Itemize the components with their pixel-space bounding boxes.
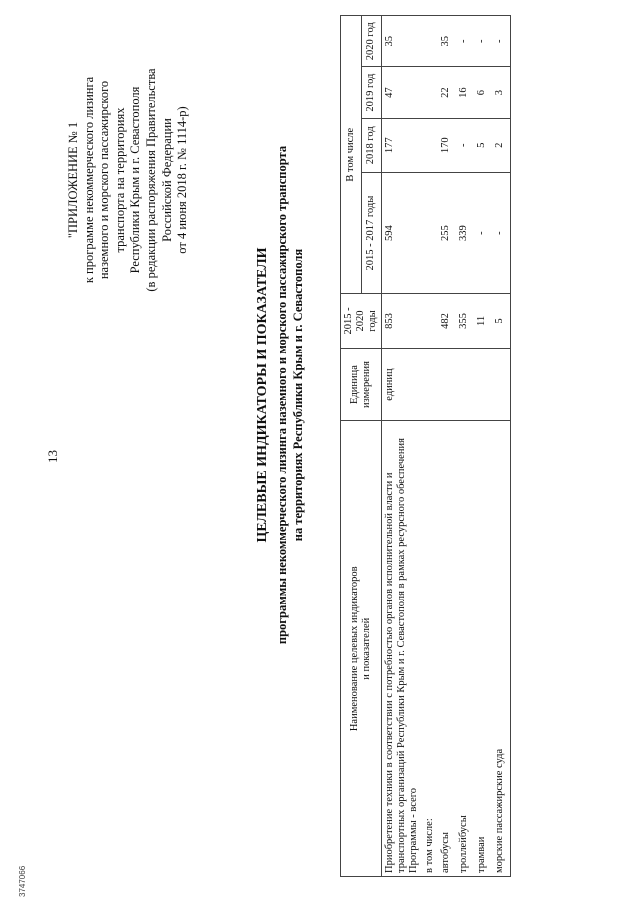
subtitle-line: на территориях Республики Крым и г. Севастополя — [290, 248, 305, 542]
row-unit — [438, 348, 456, 421]
appendix-line: от 4 июня 2018 г. № 1114-р) — [175, 106, 190, 254]
document-title-block — [255, 115, 306, 675]
row-total: 5 — [492, 294, 511, 348]
appendix-line: (в редакции распоряжения Правительства — [143, 68, 158, 292]
page-number: 13 — [45, 450, 60, 463]
row-unit — [492, 348, 511, 421]
indicators-table — [340, 15, 511, 877]
row-2020 — [422, 16, 438, 67]
row-2019 — [422, 67, 438, 118]
row-2018: 170 — [438, 118, 456, 172]
row-2020: - — [474, 16, 492, 67]
header-name: Наименование целевых индикаторов и показателей — [341, 421, 382, 877]
row-2015-2017: - — [474, 172, 492, 294]
row-2015-2017: 339 — [456, 172, 474, 294]
header-unit: Единица измерения — [341, 348, 382, 421]
row-total — [422, 294, 438, 348]
appendix-line: Российской Федерации — [159, 118, 174, 242]
row-name: трамваи — [474, 421, 492, 877]
appendix-line: "ПРИЛОЖЕНИЕ № 1 — [66, 121, 80, 239]
header-including: В том числе — [341, 16, 362, 294]
table-row — [382, 16, 423, 877]
table-row — [422, 16, 438, 877]
document-id: 3747066 — [18, 865, 27, 897]
row-total: 853 — [382, 294, 423, 348]
header-2020: 2020 год — [361, 16, 382, 67]
row-unit — [474, 348, 492, 421]
header-2015-2017: 2015 - 2017 годы — [361, 172, 382, 294]
table-row — [456, 16, 474, 877]
table-row — [438, 16, 456, 877]
row-unit — [422, 348, 438, 421]
document-title: ЦЕЛЕВЫЕ ИНДИКАТОРЫ И ПОКАЗАТЕЛИ — [255, 247, 270, 543]
row-2018: 5 — [474, 118, 492, 172]
row-total: 355 — [456, 294, 474, 348]
row-2019: 3 — [492, 67, 511, 118]
row-total: 482 — [438, 294, 456, 348]
appendix-line: наземного и морского пассажирского — [97, 80, 112, 280]
row-2020: - — [456, 16, 474, 67]
row-2020: 35 — [382, 16, 423, 67]
row-name: Приобретение техники в соответствии с потребностью органов исполнительной власти и транспортных организаций Республики Крым и г. Севастополя в рамках ресурсного обеспечения Программы - всего — [382, 421, 423, 877]
row-2015-2017: 594 — [382, 172, 423, 294]
row-2019: 16 — [456, 67, 474, 118]
table-row — [492, 16, 511, 877]
row-2019: 22 — [438, 67, 456, 118]
row-2018: - — [456, 118, 474, 172]
row-2015-2017: - — [492, 172, 511, 294]
appendix-line: Республики Крым и г. Севастополя — [128, 86, 143, 274]
row-name: троллейбусы — [456, 421, 474, 877]
appendix-line: транспорта на территориях — [112, 107, 127, 253]
row-2019: 6 — [474, 67, 492, 118]
row-name: автобусы — [438, 421, 456, 877]
row-total: 11 — [474, 294, 492, 348]
appendix-line: к программе некоммерческого лизинга — [81, 76, 96, 284]
row-2018: 177 — [382, 118, 423, 172]
row-2018 — [422, 118, 438, 172]
row-unit: единиц — [382, 348, 423, 421]
header-2019: 2019 год — [361, 67, 382, 118]
row-2020: 35 — [438, 16, 456, 67]
row-name: в том числе: — [422, 421, 438, 877]
row-2020: - — [492, 16, 511, 67]
row-2018: 2 — [492, 118, 511, 172]
subtitle-line: программы некоммерческого лизинга наземного и морского пассажирского транспорта — [275, 145, 289, 645]
row-2019: 47 — [382, 67, 423, 118]
row-name: морские пассажирские суда — [492, 421, 511, 877]
table-row — [474, 16, 492, 877]
row-2015-2017: 255 — [438, 172, 456, 294]
row-2015-2017 — [422, 172, 438, 294]
row-unit — [456, 348, 474, 421]
appendix-header — [66, 10, 191, 350]
header-2018: 2018 год — [361, 118, 382, 172]
document-subtitle — [275, 115, 306, 675]
header-total: 2015 - 2020 годы — [341, 294, 382, 348]
